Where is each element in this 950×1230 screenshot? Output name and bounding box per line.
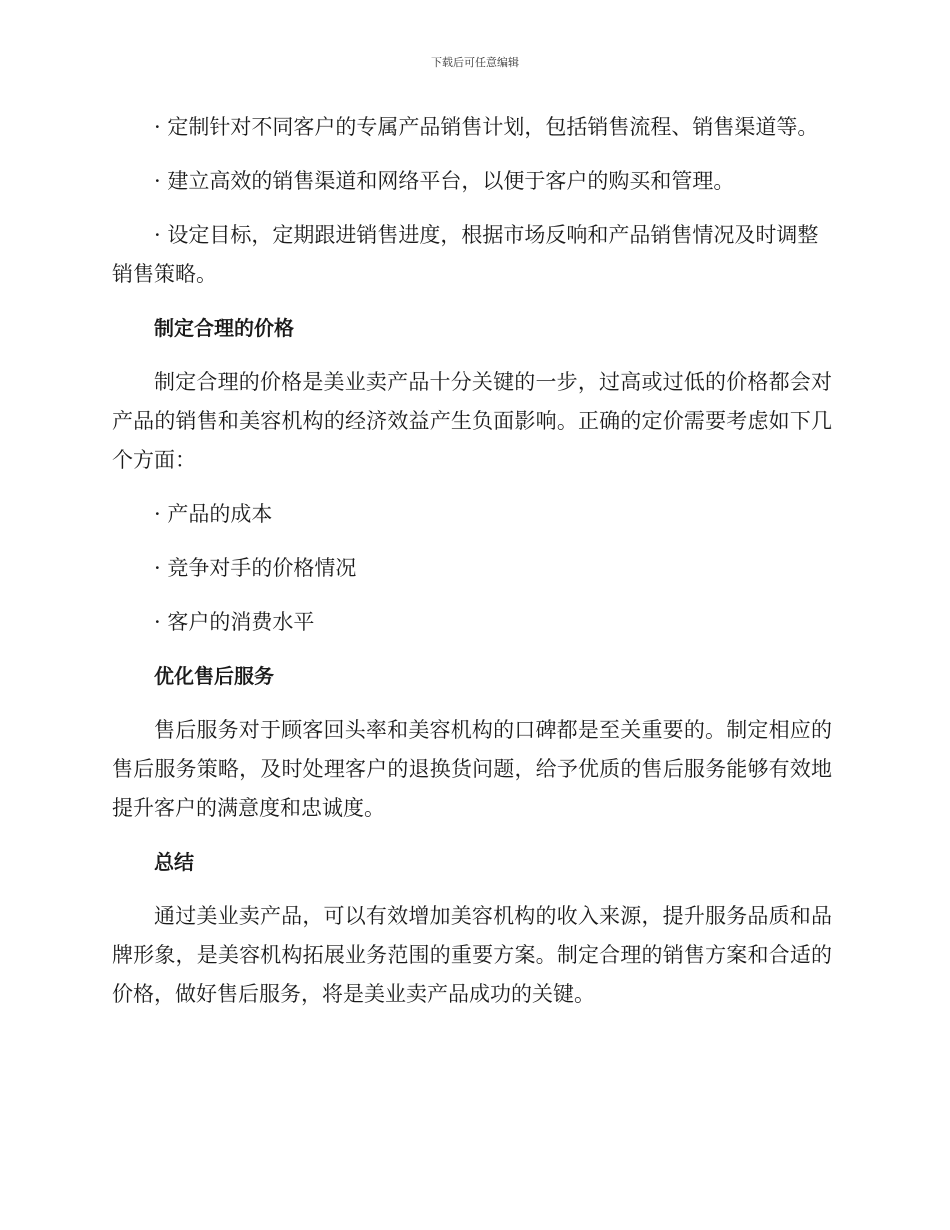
bullet-item: · 建立高效的销售渠道和网络平台，以便于客户的购买和管理。	[154, 169, 735, 193]
section-heading: 优化售后服务	[154, 664, 274, 688]
section-heading: 总结	[154, 850, 194, 874]
paragraph: 售后服务对于顾客回头率和美容机构的口碑都是至关重要的。制定相应的售后服务策略，及时处理客户的退换货问题，给予优质的售后服务能够有效地提升客户的满意度和忠诚度。	[112, 718, 832, 820]
bullet-item: · 定制针对不同客户的专属产品销售计划，包括销售流程、销售渠道等。	[154, 115, 819, 139]
bullet-item: · 竞争对手的价格情况	[154, 556, 357, 580]
bullet-item: · 设定目标，定期跟进销售进度，根据市场反响和产品销售情况及时调整销售策略。	[112, 223, 819, 286]
page-header: 下载后可任意编辑	[431, 56, 519, 69]
bullet-item: · 客户的消费水平	[154, 610, 315, 634]
bullet-item: · 产品的成本	[154, 502, 273, 526]
section-heading: 制定合理的价格	[154, 316, 294, 340]
document-body	[112, 108, 832, 1029]
paragraph: 制定合理的价格是美业卖产品十分关键的一步，过高或过低的价格都会对产品的销售和美容机构的经济效益产生负面影响。正确的定价需要考虑如下几个方面：	[112, 370, 832, 472]
paragraph: 通过美业卖产品，可以有效增加美容机构的收入来源，提升服务品质和品牌形象，是美容机构拓展业务范围的重要方案。制定合理的销售方案和合适的价格，做好售后服务，将是美业卖产品成功的关键。	[112, 904, 832, 1006]
